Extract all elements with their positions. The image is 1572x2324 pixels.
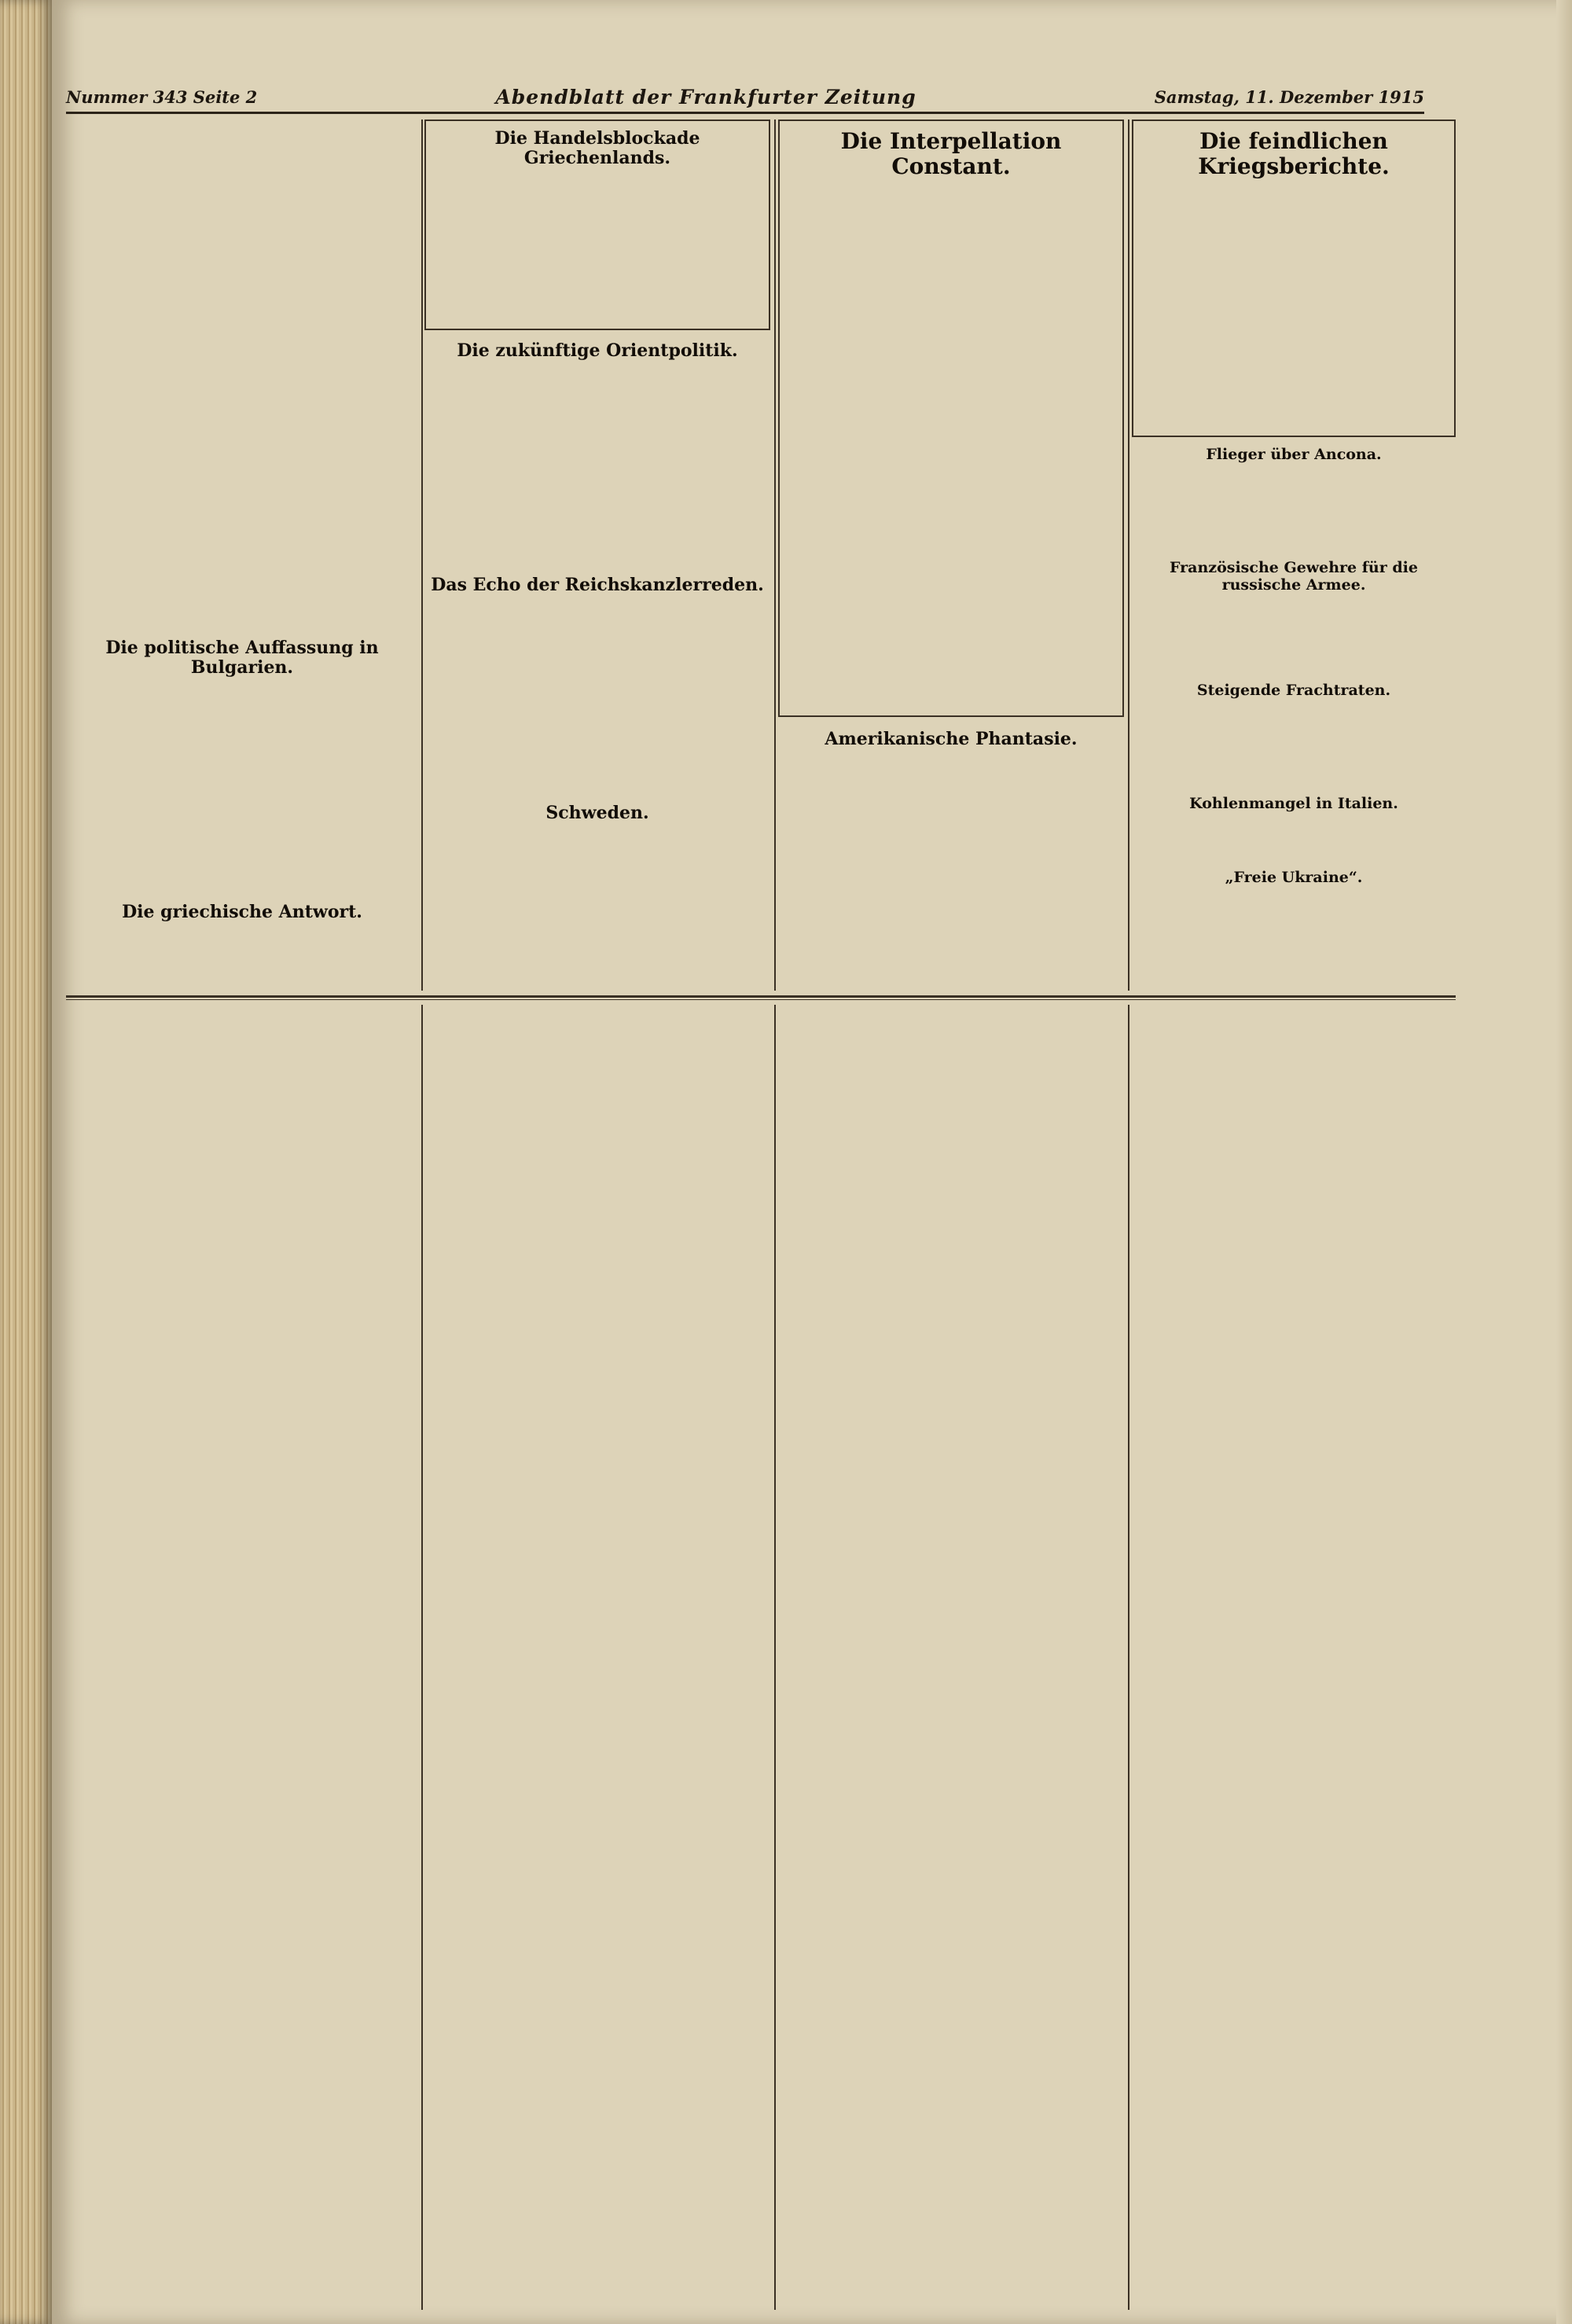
article-body [431, 600, 764, 792]
article-title: Die Handelsblockade Griechenlands. [494, 128, 700, 169]
article-title: Amerikanische Phantasie. [825, 729, 1078, 749]
feuilleton-body [1138, 1005, 1449, 2310]
article-title: Kohlenmangel in Italien. [1189, 795, 1398, 812]
article-title: Steigende Frachtraten. [1196, 682, 1391, 699]
book-binding-edge [0, 0, 52, 2324]
article-schweden [424, 800, 770, 991]
article-flieger [1132, 443, 1456, 553]
article-body [72, 120, 412, 631]
article-kohlenmangel [1132, 792, 1456, 862]
feuilleton-column-4 [1132, 1005, 1456, 2310]
article-body [432, 174, 762, 348]
column-rule [774, 1005, 776, 2310]
article-continued [66, 120, 418, 631]
article-body [72, 927, 412, 990]
feuilleton-column-2 [424, 1005, 770, 2310]
article-body [431, 828, 764, 990]
article-title: „Freie Ukraine“. [1225, 869, 1363, 886]
article-handelsblockade [424, 120, 770, 330]
article-orientpolitik [424, 338, 770, 566]
article-antwort [66, 899, 418, 991]
column-rule [1128, 1005, 1129, 2310]
article-body [1138, 818, 1449, 863]
article-gewehre [1132, 557, 1456, 675]
article-title: Die zukünftige Orientpolitik. [457, 340, 738, 361]
feuilleton-body [431, 1005, 764, 2310]
column-2 [424, 120, 770, 991]
article-kriegsberichte [1132, 120, 1456, 437]
column-3 [778, 120, 1124, 991]
article-body [1138, 599, 1449, 687]
feuilleton-column-3 [778, 1005, 1124, 2310]
feuilleton-column-1 [66, 1005, 418, 2310]
column-rule [421, 120, 423, 991]
article-body [786, 184, 1116, 739]
article-phantasie [778, 726, 1124, 991]
article-body [1138, 704, 1449, 788]
article-title: Das Echo der Reichskanzlerreden. [431, 575, 764, 595]
feuilleton-divider-thin [66, 999, 1456, 1000]
article-frachtraten [1132, 679, 1456, 788]
article-title: Schweden. [545, 803, 649, 823]
feuilleton-body [784, 1005, 1118, 2310]
column-rule [1128, 120, 1129, 991]
masthead-issue-page: Nummer 343 Seite 2 [66, 86, 258, 107]
feuilleton-body [72, 1005, 412, 2310]
article-ukraine [1132, 866, 1456, 991]
article-reichskanzlerreden [424, 572, 770, 794]
article-body [72, 683, 412, 911]
article-title: Die Interpellation Constant. [840, 128, 1062, 180]
masthead-date: Samstag, 11. Dezember 1915 [1154, 86, 1424, 107]
masthead-title: Abendblatt der Frankfurter Zeitung [495, 85, 916, 108]
article-title: Französische Gewehre für die russische Armee. [1170, 559, 1418, 594]
article-title: Die politische Auffassung in Bulgarien. [105, 638, 379, 678]
page-right-margin [1556, 0, 1572, 2324]
article-bulgarien [66, 635, 418, 895]
column-1 [66, 120, 418, 991]
column-rule [421, 1005, 423, 2310]
article-body [1138, 892, 1449, 991]
article-body [1140, 184, 1448, 461]
masthead [66, 82, 1424, 114]
article-title: Die griechische Antwort. [122, 902, 362, 922]
article-body [784, 754, 1118, 990]
article-body [431, 366, 764, 562]
article-interpellation [778, 120, 1124, 717]
article-title: Flieger über Ancona. [1206, 446, 1382, 463]
feuilleton-divider [66, 995, 1456, 998]
article-title: Die feindlichen Kriegsberichte. [1198, 128, 1390, 180]
column-4 [1132, 120, 1456, 991]
article-body [1138, 469, 1449, 555]
column-rule [774, 120, 776, 991]
